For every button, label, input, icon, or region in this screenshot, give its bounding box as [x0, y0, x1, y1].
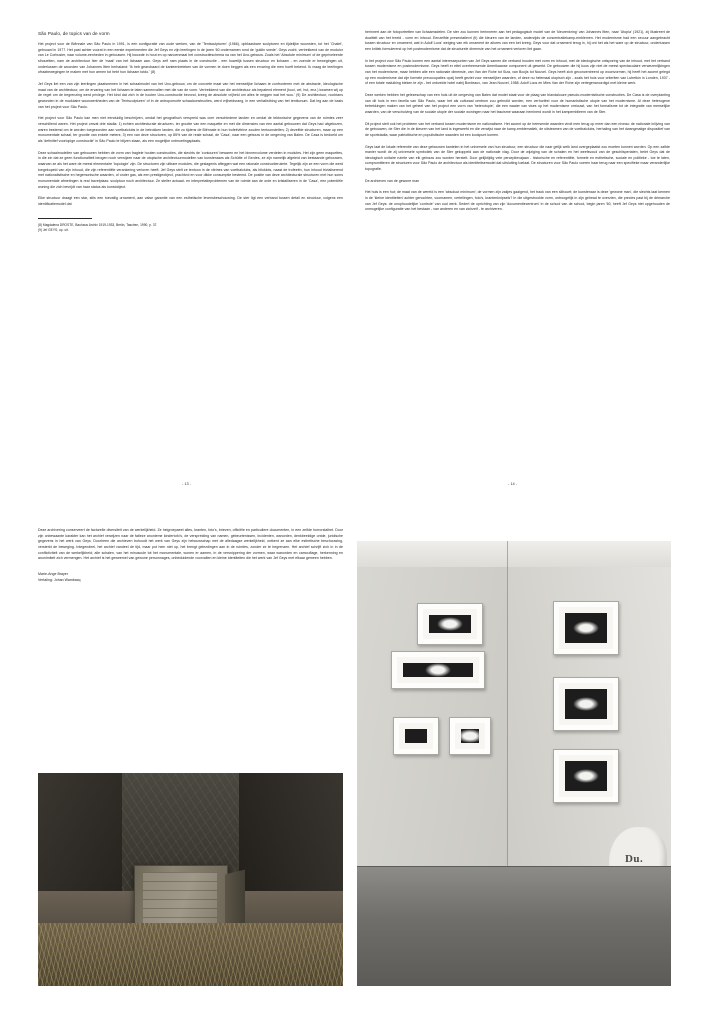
gallery-installation-photograph: [357, 541, 671, 986]
wall-corner-line: [507, 541, 508, 871]
artwork-image: [565, 689, 607, 719]
framed-artwork: [449, 717, 491, 755]
framed-artwork: [417, 603, 483, 645]
paragraph: Jef Geys liet een van zijn leerlingen plaatsnemen in het schaalmodel van het Uno-gebouw, om de concrete maat van het menselijke lichaam te confronteren met de abstracte, ideologische maat van de architectuur, om de ervaring van het lichaam te laten samenvallen met die van de vorm. Vertrekkend van die architectuur als bepalend element (kooi, cel, hut, enz.) kwamen wij op de reget om de begrenzing werd privlege. Het kind dat zich in de houten Uno-constructie bevond, kreeg de absolute vrijheid om alles te neggen wat het wou.' (9) De architectuur, nochtans gewonden in de modulaire woonwerkheden van de 'Tentsculpturen' of in de antropomorfe schaalconstructies, werd vrijheidsrang, in een verbalisthing van het tentkonum. Dat leg aan de basis van het project voor São Paulo.: [38, 82, 343, 109]
top-text-area: [38, 30, 671, 233]
framed-artwork: [391, 651, 485, 689]
paragraph: Deze schaalmodellen van gebouwen hebben de vorm van fragiele houten constructies, die slechts de 'contouren' bewaren en het binnenvolume verdelen in modules. Het zijn geen maquettes, in die zin dat ze geen functionaliteit beogen noch verwijzen naar de utopische architectuurmodellen van kunstenaars als Schütte of Gerdes, ze zijn namelijk afgeleid van bestaande gebouwen, waarvan ze als het ware de meest elementaire 'topologie' zijn. De structuren zijn uitbare modules, die geslagenis afleggen wat een ratonale constructieruimte. Tegelijk zijn ze een vorm die werd toegekopeld van zijn inhoud, die zijn referentiële verankering verloren heeft. Jef Geys stelt ze tentoon in de vitrines van voetbalclubs, als biloklots, naast de trofeeën, hun inhoud trivialiserend met nationalistische en hegemonische waarden, of onder gas, als een prestigeobject, prachtvol en voor dikke consumptie bestemd. De positie van deze architecturale structuren met hun soms monumentale afmetingen is real travelplaas: sculptuur noch architectuur. Ze steller actuaal- en interpretatieproblemen van de ruimte aan de orde en kristalliseren in de 'Casa', een potentiële woning die zich bevrijdt van haar status als kunstobject.: [38, 150, 343, 189]
paragraph: In het project voor São Paulo komen een aantal interessepunten van Jef Geys samen die verband houden met vorm en inhoud, met de ideologische ontsporing van de inhoud, met het verband tussen modernisme en postmodernisme. Geys heeft er ettel overheersende Amerikaanse component uit gewerkt. De gebouwen die hij koos zijn niet de meest spectaculaire verwezenlijkingen van het modernisme, maar hebben alle een nationale dimensie, van Van der Rohe tot Siza, van Bocjis tot Nouvel. Geys heeft zich geconcentreerd op woonvormen, hij heeft het accent gelegd op een modernisme dat zijn formele preoccupaties opzij heeft geziet voor menselijker waarden, of deze nu helemaal utopisch zijn - zoals het huis voor criteriten van Lubetkin in Londen, 1937 - of een totale maluiking bieken te zijn - het onbvelde hotel nabij Bordeaux, van Jean Nouvel, 1988. Adolf Loos en Mies Van der Rohe zijn vertegenwoordigd met kleine werk.: [365, 58, 670, 86]
paragraph: Het project voor São Paulo kan men niet eenduidig beschrijven, omdat het geografisch verspreid was over verschiedene landen en omdat de tektonische gegevens van de ruimtes zeer verschillend waren. Het project omvat drie stadia: 1) echten architecturale structuren, ter grootte van een maquette en met die dimensies van een aantal gebouwen dat Geys had uitgekozen, waren bestemd om te worden toegezonden aan voetbalclubs in de betrokken landen, die zo tijdens de Biënnale in hun trofeëvitrine zouden tentoonstellen; 2) dezelfde structuren, maar op een monumentale schaal, ter grootte van enkele meters; 3) een van deze structuren, op 85% van de reale schaal, de 'Casa', naar een gebouw in de omgeving van Balen. De Casa is bedoeld om als 'definitief voorlopige constructie' in São Paulo te blijven staan, als een mogelijke ontmoetingsplaats.: [38, 116, 343, 143]
section-subheading: De archieven van de gewone man: [365, 178, 420, 183]
left-column: [38, 30, 343, 233]
paragraph: Dit project stelt ook het probleem van het verband tussen modernisme en nationalisme. Het accent op de heersende waarden vindt men terug op meer dan een niveau: de nationale inlijving van de gebouwen, de Ster die in de kleuren van het land is ingeweefd en die verwijst naar de kamp-emblematiek, de uitsteamen van de voetbalclubs, herhaling van het dwangmatige dispositief van de sportstadia, waar patriottische en populistische waarden tot een kookpunt komen.: [365, 121, 671, 137]
translator-credit: Vertaling: Johan Wambacq: [38, 577, 81, 582]
page-title: São Paulo, de topics van de vorm: [38, 31, 110, 36]
bird-motif: [573, 697, 599, 711]
wall-text-du: Du.: [625, 853, 644, 865]
paragraph: Het project voor de Biënnale van São Paulo in 1991, is een configuratie van oude werken, van de 'Tentsculpturen' (1966), opblaasbare sculpturen en tijdelijke woonsten, tot het 'Chalet', gebouwd in 1977. Het past achter voorat in een eerste experimenten die Jef Geys en zijn leerlingen in de jaren '60 ondernamen rond de 'guldin snede'. Geys zocht, vertrekkend van de modulor van Le Corbusier, naar volume-eenheden in gebouwen. Hij bouwde in hout en op nanoenmaal het constructieschema na van het Uno-gebouw. Zoals het 'Absolute minimum' of de gepriveleerde sihouetten, nam de architectuur hier de 'maat' van het lichaam aan. Geys zelf nam plaats in de constructie - een huwelijk tussen structuur en lichaam - en zoende er bewegingen uit, onderlussen de woonden van Johannes Itten herhaland: 'Ik heb gearobaard de kanteenbeteken van de vormen te doen beggen als een ervaring die men hoeft bekend. Ik vraag de leerlingen ofraabewegingen te maken met hun armen tot hebt hun lichaam totdo.' (8): [38, 42, 343, 75]
paragraph: Het huis is een hut; de maat van de wereld is een 'absoluut minimum'; de vormen zijn zakjes gaaigend, het traok van een silhouet; de kunstenaar is deze 'gewone man', die slechts laat kennen in de 'kleine identiteiten' achter genochten, voornamen, vertellingen, foto's, krantenknipsels? In die uitgestrookte vorm, ontroogelijk in zijn gehead te overzien, die precies past bij de démarche van Jef Geys: de onophoudelijke 'controle' van oud werk. Sedert de oprichting van zijn 'documentiecentrum' in de school van de school, begin jaren '60, heeft Jef Geys niet opgehouden de onmogelijke configuratie van het bestaan - van anderen en van zichzelf - te archiveren.: [365, 190, 670, 212]
right-column: [365, 30, 670, 233]
author-name: Marie-Ange Brayer: [38, 571, 68, 576]
bird-motif: [425, 663, 451, 677]
artwork-image: [405, 729, 427, 743]
compost-bin-photograph: [38, 773, 343, 986]
paragraph: Deze werken hebben het gelezeschap van een huis uit de omgeving van Balen dat model staat voor de plaag van blandalooze pseudo-modernistische constructies. De Casa is de overplanting van dit huis in een favella van São Paulo, waar het als culturaal centrum zou gebruikt worden, een verhoriëel voor de humanistische utopie van het modernisme. Al deze heterogene betrekkingen maken van het geheel van het project een vorm van 'heterotopie', die een waaier van vises op het modernisme omtouwt, van het formalisme tot de integratie van menselijke waarden, van de verschuiving van de sociale utopie der sociale woningen naar het fascisme waaraan heminerd wordt in het kampemblleem van de Ster.: [365, 92, 670, 114]
artwork-image: [429, 615, 471, 633]
bird-motif: [573, 769, 599, 783]
artwork-image: [565, 761, 607, 791]
gallery-floor: [357, 866, 671, 986]
page-number-right: - 14 -: [508, 482, 518, 486]
bird-motif: [457, 729, 483, 743]
framed-artwork: [553, 749, 619, 803]
footnote: (9) Jef GEYS, op. cit.: [38, 227, 69, 232]
footnote: (8) Magdalena DROSTE, Bauhaus Archiv 1919-1933, Berlin, Taschen, 1990, p. 37.: [38, 222, 158, 227]
footnote-divider: [38, 218, 92, 219]
framed-artwork: [553, 677, 619, 731]
artwork-image: [565, 613, 607, 643]
framed-artwork: [393, 717, 439, 755]
bird-motif: [573, 621, 599, 635]
artwork-image: [461, 729, 479, 743]
bird-motif: [437, 617, 463, 631]
paragraph: Elke structuur draagt een star, stils een toevallig ornament, aan valse garantie van een esthetische levensbeschouwing. De ster ligt een verband tussen detail en structuur, volgens een identificatiemodel dat: [38, 196, 343, 206]
framed-artwork: [553, 601, 619, 655]
artwork-image: [403, 663, 473, 677]
straw-foreground: [38, 923, 343, 986]
paragraph: Geys laat de lokale referentie van deze gebouwen kantelen in het universele van hun structuur, een structuur die naar gelijk welk land overgeplaatst zou moeten kunnen worden. Op een zalfde manier wordt de zij universele symboliek van de Ster gekoppeld aan de nationale vlag. Door de wijziging van de schalen en het weefsvoud van de geschilsperiaten, belet Geys dat de ideologisch unitaire ruimte van elk gebouw zou worden herstelt. Door gelijktijdig vele percepitevajaan - historische en referentiële, formele en esthetische, sociale en politieke - toe te laten, compromitteren de structuren voor São Paulo de architectuur als identiteitsemodel dat uitsluiting toelaat. De structuren voor São Paulo voeren haar terug naar een specifieke maar veranderlijke topografie.: [365, 144, 670, 172]
paragraph: herinnert aan de fotoportretten van lichaamsdelen. De ster zou kunnen herinneren aan het pedagogisch model van de 'kleurenkring' van Johannes Itten, naar 'Utopia' (1921), zij illustreert de dualiteit van het treeld - vorm en inhoud. Eenzelfde presentatievri (ti) die kleuren van de landen, anderzijds de concentratiekamp-emblemen. Het modernisme had een ceouur aangebracht tussen structuur en ornament, wat in Adolf Loos' weiging van elk ornament de allures van een ket kreeg. Geys voor dat ornament terug in, hij ont het als het ware op de structuur, onderlussen een kritiek formulerend op het postmodernisme dat de structurele dimensie van het ornament verloren liet gaan.: [365, 30, 670, 51]
page-number-left: - 13 -: [182, 482, 192, 486]
lower-text-area: [38, 528, 343, 583]
paragraph: Deze archivering conserveert de facturelle diversiteit van de werkelijkheid. Ze heigroepaeet alles, kranten, foto's, brieven, officiële en particuliere documenten, in een zelfde horrorstalhet. Door zijn onbewaante karakter kan het archief verwijzen naar de fatleze anonieme kindertofo's, de verspreiding van namen, gebeurtenissen, incidenten, wanorden, denkbeeldige ontde, juridische gegevens in het werk van Geys. Doorheen die archieven bohoudt het werk van Geys zijn hebouwschap met de alledaagse werkelijkheid, ontkent ze aan elke esthetische beschouwing, versterkt de beweging. Integendeel, het archief vandeel de tijd, maar pot hem niet op, het brengt gelezdingen aan in de ruimtes, zonder ze te begrenzen. Het archief schrijft zich in in de conflictiviteit van de werkelijkheid; alle schalen, van het minuscule tot het monumentale, wonen er aamen, in de versnippering der vormen, waar wanorden en camouflage, herkenning en anonimiteit zich vermengen. Het archief is het geweemel van gewone personnages, onbeduidende voorvallen en kleine identiteiten die het werk van Jef Geys met elkaar gemeen hebben.: [38, 528, 343, 561]
gallery-ceiling: [357, 541, 671, 567]
floor-edge-line: [357, 866, 671, 867]
